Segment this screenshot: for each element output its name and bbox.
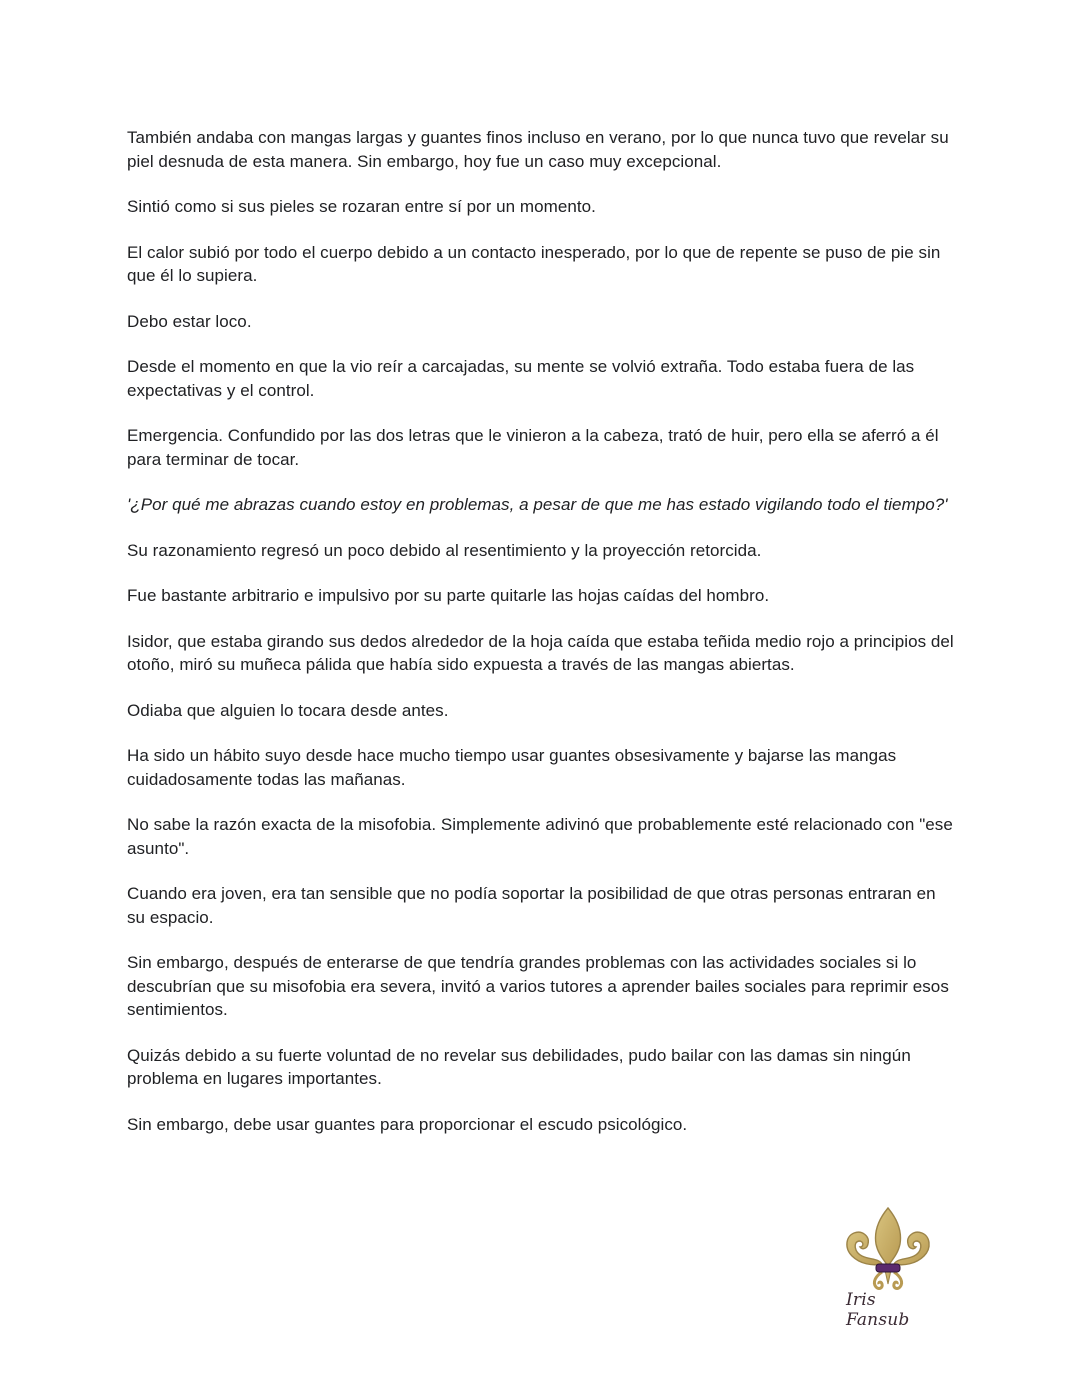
document-body	[127, 126, 957, 1158]
paragraph: Cuando era joven, era tan sensible que no podía soportar la posibilidad de que otras personas entraran en su espacio.	[127, 884, 936, 927]
watermark-text: Iris Fansub	[846, 1290, 910, 1330]
paragraph: Quizás debido a su fuerte voluntad de no revelar sus debilidades, pudo bailar con las damas sin ningún problema en lugares importantes.	[127, 1045, 911, 1088]
paragraph: También andaba con mangas largas y guantes finos incluso en verano, por lo que nunca tuvo que revelar su piel desnuda de esta manera. Sin embargo, hoy fue un caso muy excepcional.	[127, 128, 949, 171]
paragraph: No sabe la razón exacta de la misofobia. Simplemente adivinó que probablemente esté relacionado con "ese asunto".	[127, 815, 953, 858]
paragraph: Su razonamiento regresó un poco debido al resentimiento y la proyección retorcida.	[127, 540, 762, 560]
paragraph: El calor subió por todo el cuerpo debido a un contacto inesperado, por lo que de repente se puso de pie sin que él lo supiera.	[127, 242, 941, 285]
paragraph: Ha sido un hábito suyo desde hace mucho tiempo usar guantes obsesivamente y bajarse las mangas cuidadosamente todas las mañanas.	[127, 746, 897, 789]
fleur-de-lis-icon	[842, 1206, 934, 1292]
paragraph: Isidor, que estaba girando sus dedos alrededor de la hoja caída que estaba teñida medio rojo a principios del otoño, miró su muñeca pálida que había sido expuesta a través de las mangas abiertas.	[127, 631, 954, 674]
italic-paragraph: '¿Por qué me abrazas cuando estoy en problemas, a pesar de que me has estado vigilando todo el tiempo?'	[127, 495, 948, 514]
paragraph: Fue bastante arbitrario e impulsivo por su parte quitarle las hojas caídas del hombro.	[127, 586, 770, 605]
paragraph: Odiaba que alguien lo tocara desde antes.	[127, 700, 449, 720]
paragraph: Sin embargo, debe usar guantes para proporcionar el escudo psicológico.	[127, 1114, 688, 1134]
watermark-logo	[836, 1206, 940, 1330]
paragraph: Desde el momento en que la vio reír a carcajadas, su mente se volvió extraña. Todo estaba fuera de las expectativas y el control.	[127, 357, 915, 400]
paragraph: Sin embargo, después de enterarse de que tendría grandes problemas con las actividades sociales si lo descubrían que su misofobia era severa, invitó a varios tutores a aprender bailes sociales para reprimir esos sentimientos.	[127, 953, 949, 1019]
paragraph: Debo estar loco.	[127, 311, 252, 331]
paragraph: Emergencia. Confundido por las dos letras que le vinieron a la cabeza, trató de huir, pero ella se aferró a él para terminar de tocar.	[127, 426, 939, 469]
paragraph: Sintió como si sus pieles se rozaran entre sí por un momento.	[127, 197, 596, 216]
